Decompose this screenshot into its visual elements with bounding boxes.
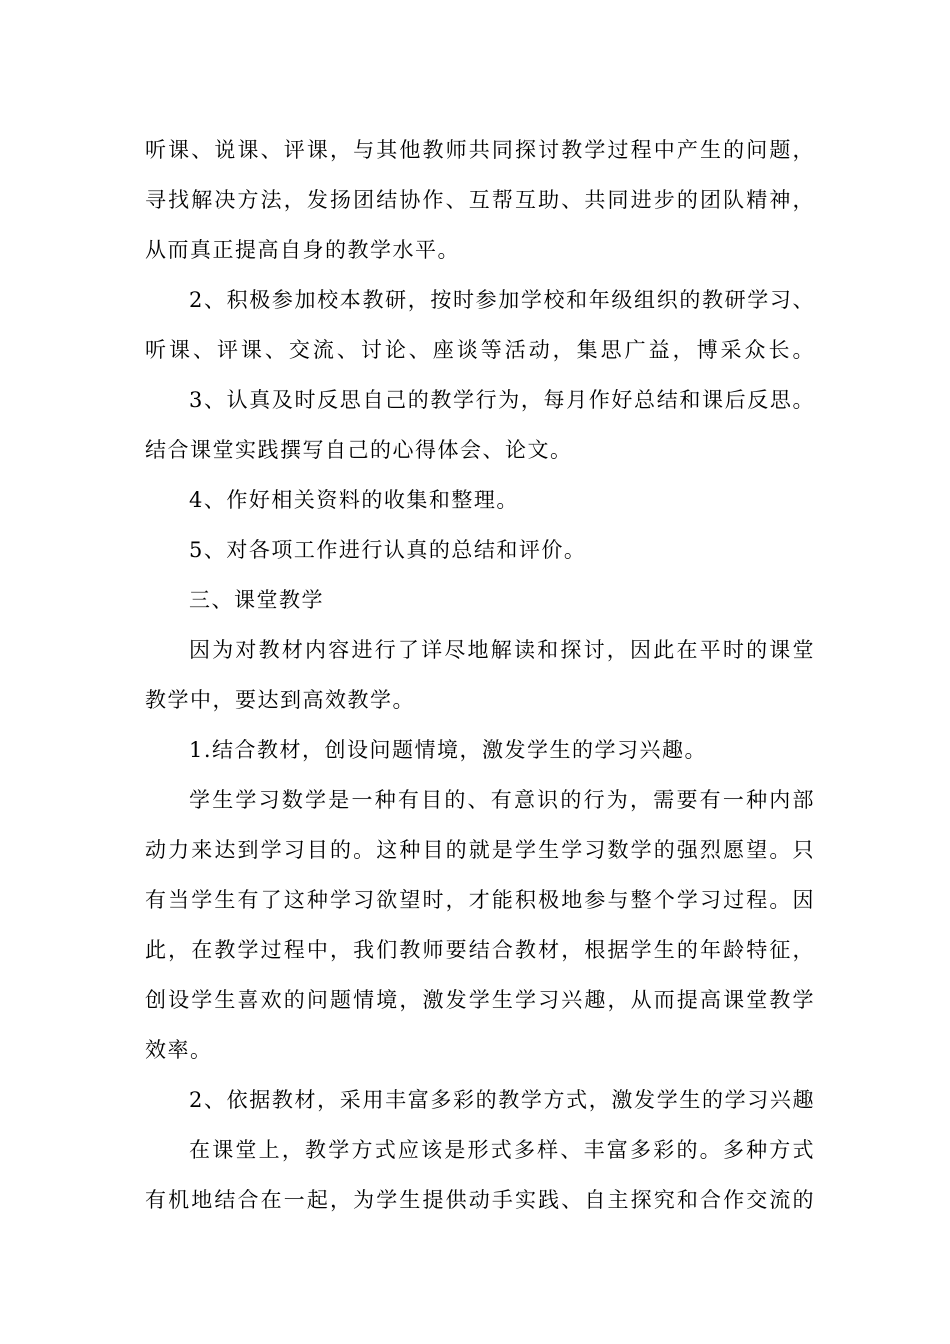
- text-line: 学生学习数学是一种有目的、有意识的行为，需要有一种内部: [189, 788, 815, 812]
- text-line: 寻找解决方法，发扬团结协作、互帮互助、共同进步的团队精神，: [145, 188, 815, 212]
- text-line: 有当学生有了这种学习欲望时，才能积极地参与整个学习过程。因: [145, 888, 815, 912]
- text-line: 结合课堂实践撰写自己的心得体会、论文。: [145, 438, 573, 462]
- text-line: 动力来达到学习目的。这种目的就是学生学习数学的强烈愿望。只: [145, 838, 815, 862]
- section-heading: 三、课堂教学: [189, 588, 324, 612]
- text-line: 有机地结合在一起，为学生提供动手实践、自主探究和合作交流的: [145, 1188, 815, 1212]
- text-line: 4、作好相关资料的收集和整理。: [189, 488, 519, 512]
- text-line: 教学中，要达到高效教学。: [145, 688, 415, 712]
- text-line: 此，在教学过程中，我们教师要结合教材，根据学生的年龄特征，: [145, 938, 815, 962]
- text-line: 听课、评课、交流、讨论、座谈等活动，集思广益，博采众长。: [145, 338, 815, 362]
- text-line: 因为对教材内容进行了详尽地解读和探讨，因此在平时的课堂: [189, 638, 815, 662]
- text-line: 在课堂上，教学方式应该是形式多样、丰富多彩的。多种方式: [189, 1138, 815, 1162]
- text-line: 2、积极参加校本教研，按时参加学校和年级组织的教研学习、: [189, 288, 815, 312]
- text-line: 听课、说课、评课，与其他教师共同探讨教学过程中产生的问题，: [145, 138, 815, 162]
- text-line: 1.结合教材，创设问题情境，激发学生的学习兴趣。: [189, 738, 708, 762]
- text-line: 3、认真及时反思自己的教学行为，每月作好总结和课后反思。: [189, 388, 815, 412]
- text-line: 效率。: [145, 1038, 213, 1062]
- text-line: 从而真正提高自身的教学水平。: [145, 238, 460, 262]
- text-line: 5、对各项工作进行认真的总结和评价。: [189, 538, 587, 562]
- text-line: 创设学生喜欢的问题情境，激发学生学习兴趣，从而提高课堂教学: [145, 988, 815, 1012]
- text-line: 2、依据教材，采用丰富多彩的教学方式，激发学生的学习兴趣: [189, 1088, 815, 1112]
